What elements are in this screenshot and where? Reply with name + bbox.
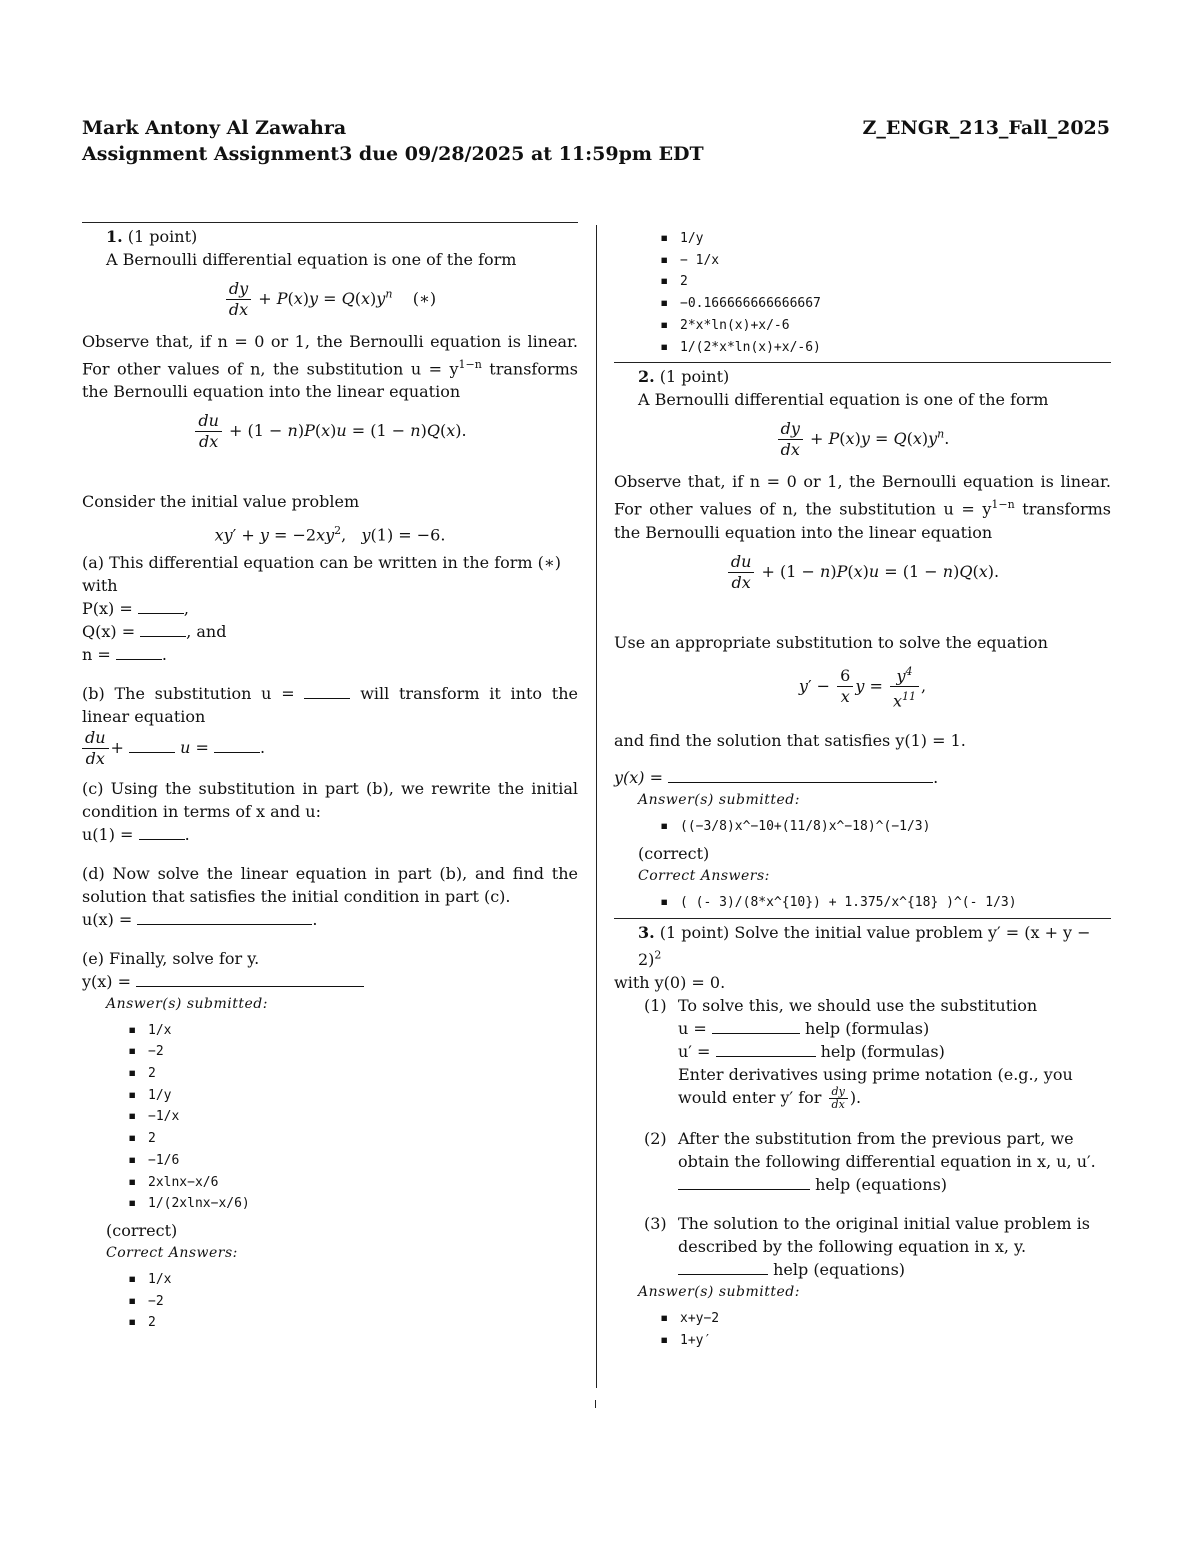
pa-p-label: P(x) = bbox=[82, 598, 133, 618]
problem1-intro: A Bernoulli differential equation is one of the form bbox=[106, 250, 517, 269]
problem3-step3: (3) The solution to the original initial value problem is described by the following equation in x, y. help (equations) bbox=[644, 1213, 1090, 1279]
list-item: ▪ 1/x bbox=[128, 1269, 578, 1291]
help-formulas-link[interactable]: help (formulas) bbox=[820, 1041, 945, 1061]
p3-eq-input[interactable] bbox=[678, 1174, 810, 1190]
problem1-correct-list bbox=[128, 1269, 578, 1334]
pb-sub-input[interactable] bbox=[304, 683, 350, 699]
left-column: 1. (1 point) A Bernoulli differential equation is one of the form $\frac{dy}{dx}$ + $P(x)y = Q(x)y^n$ (∗) Observe that, if n = 0 or 1, the Bernoulli equation is linear. For other values of n, the substitution $u = y^{1-n}$ transforms the Bernoulli equation into the linear equation $\frac{du}{dx}$ + (1 − n)P(x)u = (1 − n)Q(x). Consider the initial value problem $xy' + y = -2xy^2$, y(1) = −6. (a) This differential equation can be written in the form (∗) with P(x) = , Q(x) = , and n = . (b) The substitution u = will transform it into the linear equation $\frac{du}{dx}$ + u = . (c) Using the substitution in part (b), we rewrite the initial condition in terms of x and u: u(1) = . (d) Now solve the linear equation in part (b), and find the solution that satisfies the initial condition in part (c). u(x) = . (e) Finally, solve for y. y(x) = Answer(s) submitted: ▪ 1/x ▪ −2 ▪ 2 ▪ 1/y ▪ −1/x ▪ 2 ▪ −1/6 ▪ 2xlnx−x/6 ▪ 1/(2xlnx−x/6) (correct) Correct Answers: ▪ 1/x ▪ −2 ▪ 2 bbox=[82, 222, 578, 1338]
problem3-intro: Solve the initial value problem $y' = (x + y - 2)^2$ bbox=[638, 922, 1091, 969]
problem3-submitted-list bbox=[660, 1308, 1111, 1351]
pa-q-input[interactable] bbox=[140, 621, 186, 637]
list-item: ▪ −2 bbox=[128, 1041, 578, 1063]
pe-y-input[interactable] bbox=[136, 971, 364, 987]
pa-q-label: Q(x) = bbox=[82, 621, 136, 641]
list-item: ▪ 1/y bbox=[128, 1085, 578, 1107]
problem1-part-b-eq: $\frac{du}{dx}$ + u = . bbox=[82, 728, 578, 769]
problem3-intro2: with y(0) = 0. bbox=[614, 972, 726, 992]
list-item: ▪ 1/x bbox=[128, 1020, 578, 1042]
list-item: ▪ ( (- 3)/(8*x^{10}) + 1.375/x^{18} )^(- 1/3) bbox=[660, 892, 1111, 914]
problem2-linear-form: $\frac{du}{dx}$ + (1 − n)P(x)u = (1 − n)Q(x). bbox=[614, 552, 1111, 593]
problem-divider bbox=[614, 918, 1111, 919]
pa-n-input[interactable] bbox=[116, 644, 162, 660]
problem1-part-b: (b) The substitution u = will transform it into the linear equation bbox=[82, 683, 579, 726]
list-item: ▪ 2 bbox=[128, 1063, 578, 1085]
list-item: ▪ 1/y bbox=[660, 228, 1111, 250]
problem3-step1: (1) To solve this, we should use the substitution u = help (formulas) u′ = help (formulas) Enter derivatives using prime notation (e.g., you would enter y′ for $\frac{dy}{dx}$ ). bbox=[644, 995, 1073, 1111]
pa-p-input[interactable] bbox=[138, 598, 184, 614]
help-equations-link[interactable]: help (equations) bbox=[773, 1259, 906, 1279]
correct-status: (correct) bbox=[106, 1220, 178, 1240]
list-item: ▪ 2 bbox=[660, 271, 1111, 293]
list-item: ▪ 2xlnx−x/6 bbox=[128, 1172, 578, 1194]
pc-u-input[interactable] bbox=[139, 824, 185, 840]
pd-u-label: u(x) = bbox=[82, 909, 133, 929]
problem3-step2: (2) After the substitution from the previous part, we obtain the following differential equation in x, u, u′. help (equations) bbox=[644, 1128, 1096, 1194]
problem2-y-label: y(x) = bbox=[614, 768, 664, 788]
list-item: ▪ −2 bbox=[128, 1291, 578, 1313]
problem2-use: Use an appropriate substitution to solve the equation bbox=[614, 632, 1048, 652]
page-tick bbox=[595, 1400, 596, 1408]
pa-n-label: n = bbox=[82, 644, 111, 664]
pb-coef-input[interactable] bbox=[129, 737, 175, 753]
list-item: ▪ 2 bbox=[128, 1312, 578, 1334]
problem1-correct-list-cont bbox=[660, 228, 1111, 358]
problem2-bernoulli-form: $\frac{dy}{dx}$ + $P(x)y = Q(x)y^n$. bbox=[614, 419, 1111, 460]
student-name: Mark Antony Al Zawahra bbox=[82, 117, 347, 139]
answers-submitted-label: Answer(s) submitted: bbox=[638, 792, 800, 809]
answers-submitted-label: Answer(s) submitted: bbox=[106, 995, 268, 1012]
list-item: ▪ 2 bbox=[128, 1128, 578, 1150]
problem1-linear-form: $\frac{du}{dx}$ + (1 − n)P(x)u = (1 − n)Q(x). bbox=[82, 411, 578, 452]
list-item: ▪ 1/(2*x*ln(x)+x/-6) bbox=[660, 337, 1111, 359]
problem-divider bbox=[82, 222, 578, 223]
problem2-correct-list bbox=[660, 892, 1111, 914]
problem1-part-d: (d) Now solve the linear equation in part (b), and find the solution that satisfies the initial condition in part (c). bbox=[82, 863, 578, 906]
list-item: ▪ 1/(2xlnx−x/6) bbox=[128, 1193, 578, 1215]
problem2-intro: A Bernoulli differential equation is one of the form bbox=[638, 390, 1049, 410]
problem2-submitted-list bbox=[660, 816, 1111, 838]
list-item: ▪ ((−3/8)x^−10+(11/8)x^−18)^(−1/3) bbox=[660, 816, 1111, 838]
problem2-observe: Observe that, if n = 0 or 1, the Bernoulli equation is linear. For other values of n, the substitution $u = y^{1-n}$ transforms the Bernoulli equation into the linear equation bbox=[614, 472, 1112, 542]
problem1-bernoulli-form: $\frac{dy}{dx}$ + $P(x)y = Q(x)y^n$ (∗) bbox=[82, 279, 578, 320]
pb-rhs-input[interactable] bbox=[214, 737, 260, 753]
list-item: ▪ x+y−2 bbox=[660, 1308, 1111, 1330]
problem1-part-a: (a) This differential equation can be written in the form (∗) with bbox=[82, 552, 562, 595]
list-item: ▪ −0.166666666666667 bbox=[660, 293, 1111, 315]
problem2-number: 2. bbox=[638, 367, 655, 387]
problem-divider bbox=[614, 362, 1111, 363]
list-item: ▪ 2*x*ln(x)+x/-6 bbox=[660, 315, 1111, 337]
course-code: Z_ENGR_213_Fall_2025 bbox=[862, 117, 1110, 139]
problem1-observe: Observe that, if n = 0 or 1, the Bernoulli equation is linear. For other values of n, the substitution $u = y^{1-n}$ transforms the Bernoulli equation into the linear equation bbox=[82, 332, 578, 402]
p3-u-input[interactable] bbox=[712, 1018, 800, 1034]
correct-answers-label: Correct Answers: bbox=[106, 1244, 238, 1261]
problem1-submitted-list bbox=[128, 1020, 578, 1215]
problem2-find: and find the solution that satisfies y(1) = 1. bbox=[614, 731, 966, 751]
pe-y-label: y(x) = bbox=[82, 971, 132, 991]
assignment-title: Assignment Assignment3 due 09/28/2025 at 11:59pm EDT bbox=[82, 143, 704, 165]
problem3-points: (1 point) bbox=[659, 922, 730, 942]
problem3-number: 3. bbox=[638, 922, 655, 942]
problem2-y-input[interactable] bbox=[668, 767, 933, 783]
correct-answers-label: Correct Answers: bbox=[638, 867, 770, 884]
correct-status: (correct) bbox=[638, 843, 710, 863]
list-item: ▪ − 1/x bbox=[660, 250, 1111, 272]
problem1-ivp: $xy' + y = -2xy^2$, y(1) = −6. bbox=[214, 524, 446, 545]
pc-u-label: u(1) = bbox=[82, 824, 134, 844]
list-item: ▪ 1+y′ bbox=[660, 1330, 1111, 1352]
problem2-points: (1 point) bbox=[659, 367, 730, 387]
p3-sol-input[interactable] bbox=[678, 1259, 768, 1275]
page-header bbox=[82, 115, 1110, 167]
problem1-part-e: (e) Finally, solve for y. bbox=[82, 948, 260, 968]
help-formulas-link[interactable]: help (formulas) bbox=[804, 1018, 930, 1038]
list-item: ▪ −1/x bbox=[128, 1106, 578, 1128]
problem1-number: 1. bbox=[106, 227, 123, 246]
p3-uprime-input[interactable] bbox=[716, 1041, 816, 1057]
problem2-equation: y′ − $\frac{6}{x}$ y = $\frac{y^4}{x^{11}}$ , bbox=[614, 662, 1111, 712]
problem1-points: (1 point) bbox=[127, 227, 198, 246]
problem1-consider: Consider the initial value problem bbox=[82, 492, 360, 512]
answers-submitted-label: Answer(s) submitted: bbox=[638, 1283, 800, 1300]
problem1-part-c: (c) Using the substitution in part (b), we rewrite the initial condition in terms of x and u: bbox=[82, 778, 578, 821]
right-column: ▪ 1/y ▪ − 1/x ▪ 2 ▪ −0.166666666666667 ▪ 2*x*ln(x)+x/-6 ▪ 1/(2*x*ln(x)+x/-6) 2. (1 point) A Bernoulli differential equation is one of the form $\frac{dy}{dx}$ + $P(x)y = Q(x)y^n$. Observe that, if n = 0 or 1, the Bernoulli equation is linear. For other values of n, the substitution $u = y^{1-n}$ transforms the Bernoulli equation into the linear equation $\frac{du}{dx}$ + (1 − n)P(x)u = (1 − n)Q(x). Use an appropriate substitution to solve the equation y′ − $\frac{6}{x}$ y = $\frac{y^4}{x^{11}}$ , and find the solution that satisfies y(1) = 1. y(x) = . Answer(s) submitted: ▪ ((−3/8)x^−10+(11/8)x^−18)^(−1/3) (correct) Correct Answers: ▪ ( (- 3)/(8*x^{10}) + 1.375/x^{18} )^(- 1/3) 3. (1 point) Solve the initial value problem $y' = (x + y - 2)^2$ with y(0) = 0. (1) To solve this, we should use the substitution u = help (formulas) u′ = help (formulas) Enter derivatives using prime notation (e.g., you would enter y′ for $\frac{dy}{dx}$ ). (2) After the substitution from the previous part, we obtain the following differential equation in x, u, u′. help (equations) (3) The solution to the original initial value problem is described by the following equation in x, y. help (equations) Answer(s) submitted: ▪ x+y−2 ▪ 1+y′ bbox=[614, 228, 1111, 1355]
list-item: ▪ −1/6 bbox=[128, 1150, 578, 1172]
help-equations-link[interactable]: help (equations) bbox=[815, 1174, 948, 1194]
column-divider bbox=[596, 225, 597, 1388]
pd-u-input[interactable] bbox=[137, 909, 312, 925]
